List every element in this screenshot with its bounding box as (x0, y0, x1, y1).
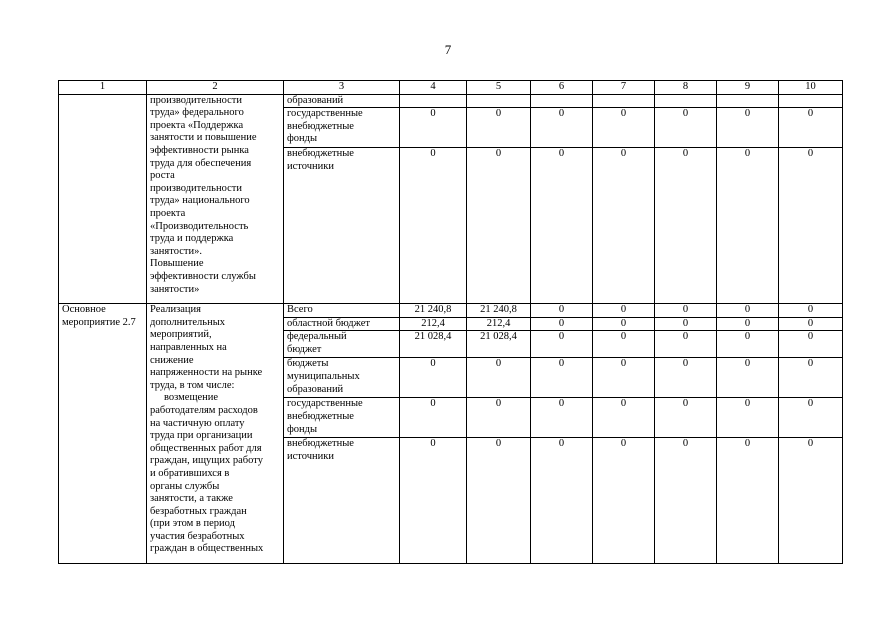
value-cell-col-9: 0 (717, 438, 779, 564)
value-cell-col-6: 0 (531, 148, 593, 304)
header-cell-7: 7 (593, 81, 655, 95)
description-cell-line: органы службы (150, 480, 220, 492)
value-cell-col-4: 212,4 (400, 317, 467, 331)
value-cell-col-7: 0 (593, 317, 655, 331)
funding-source-cell-line: фонды (287, 133, 318, 145)
header-cell-2: 2 (147, 81, 284, 95)
value-cell-col-9: 0 (717, 108, 779, 148)
description-cell-line: занятости и повышение (150, 132, 257, 144)
header-row (59, 81, 843, 95)
value-cell-col-4: 0 (400, 358, 467, 398)
value-cell-col-5: 21 028,4 (467, 331, 531, 358)
value-cell-col-10: 0 (779, 438, 843, 564)
description-cell-line: труда для обеспечения (150, 157, 252, 169)
value-cell-col-9: 0 (717, 358, 779, 398)
funding-source-cell (284, 358, 400, 398)
funding-source-cell-line: фонды (287, 423, 318, 435)
funding-source-cell-line: областной бюджет (287, 317, 370, 329)
description-cell (147, 94, 284, 304)
description-cell-line: роста (150, 170, 175, 182)
value-cell-col-6 (531, 94, 593, 108)
value-cell-col-4: 0 (400, 438, 467, 564)
funding-source-cell-line: муниципальных (287, 370, 360, 382)
header-cell-10: 10 (779, 81, 843, 95)
description-cell-line: проекта «Поддержка (150, 119, 244, 131)
value-cell-col-9: 0 (717, 331, 779, 358)
description-cell-line: труда» национального (150, 195, 250, 207)
value-cell-col-9 (717, 94, 779, 108)
funding-source-cell-line: внебюджетные (287, 148, 354, 160)
description-cell-line: производительности (150, 94, 242, 106)
value-cell-col-7: 0 (593, 304, 655, 318)
description-cell-line: и обратившихся в (150, 467, 230, 479)
value-cell-col-4: 0 (400, 148, 467, 304)
funding-source-cell-line: государственные (287, 108, 363, 120)
funding-source-cell-line: бюджеты (287, 358, 329, 370)
value-cell-col-7: 0 (593, 148, 655, 304)
funding-source-cell-line: источники (287, 160, 334, 172)
value-cell-col-5 (467, 94, 531, 108)
value-cell-col-6: 0 (531, 331, 593, 358)
description-cell-line: производительности (150, 182, 242, 194)
funding-source-cell-line: образований (287, 383, 344, 395)
value-cell-col-5: 0 (467, 358, 531, 398)
description-cell-line: дополнительных (150, 316, 226, 328)
value-cell-col-7: 0 (593, 398, 655, 438)
funding-source-cell-line: внебюджетные (287, 410, 354, 422)
value-cell-col-7: 0 (593, 358, 655, 398)
funding-source-cell (284, 398, 400, 438)
description-cell-line: труда и поддержка (150, 233, 234, 245)
value-cell-col-10 (779, 94, 843, 108)
value-cell-col-6: 0 (531, 438, 593, 564)
value-cell-col-6: 0 (531, 398, 593, 438)
event-cell (59, 304, 147, 564)
funding-source-cell (284, 304, 400, 318)
description-cell-line: «Производительность (150, 220, 249, 232)
description-cell-line: мероприятий, (150, 329, 212, 341)
description-cell-line: на частичную оплату (150, 417, 245, 429)
budget-table (58, 80, 843, 564)
value-cell-col-10: 0 (779, 358, 843, 398)
description-cell-line: труда при организации (150, 430, 253, 442)
value-cell-col-8: 0 (655, 358, 717, 398)
value-cell-col-8: 0 (655, 331, 717, 358)
value-cell-col-8: 0 (655, 317, 717, 331)
value-cell-col-7: 0 (593, 438, 655, 564)
value-cell-col-10: 0 (779, 331, 843, 358)
header-cell-4: 4 (400, 81, 467, 95)
value-cell-col-5: 0 (467, 398, 531, 438)
description-cell-line: напряженности на рынке (150, 367, 263, 379)
header-cell-6: 6 (531, 81, 593, 95)
description-cell-line: общественных работ для (150, 442, 262, 454)
funding-source-cell-line: внебюджетные (287, 438, 354, 450)
value-cell-col-4: 0 (400, 398, 467, 438)
value-cell-col-8: 0 (655, 304, 717, 318)
description-cell-line: участия безработных (150, 530, 245, 542)
description-cell-line: занятости». (150, 245, 202, 257)
value-cell-col-4: 0 (400, 108, 467, 148)
value-cell-col-8: 0 (655, 148, 717, 304)
value-cell-col-10: 0 (779, 108, 843, 148)
value-cell-col-7: 0 (593, 108, 655, 148)
value-cell-col-8: 0 (655, 108, 717, 148)
value-cell-col-5: 21 240,8 (467, 304, 531, 318)
funding-source-cell-line: федеральный (287, 331, 347, 343)
value-cell-col-5: 0 (467, 438, 531, 564)
value-cell-col-10: 0 (779, 148, 843, 304)
funding-source-cell-line: образований (287, 94, 344, 106)
description-cell-line: граждан в общественных (150, 543, 264, 555)
description-cell-line: занятости» (150, 283, 200, 295)
header-cell-5: 5 (467, 81, 531, 95)
value-cell-col-10: 0 (779, 304, 843, 318)
funding-source-cell-line: государственные (287, 398, 363, 410)
value-cell-col-9: 0 (717, 304, 779, 318)
funding-source-cell-line: внебюджетные (287, 120, 354, 132)
funding-source-cell (284, 331, 400, 358)
description-cell-line: Повышение (150, 258, 204, 270)
description-cell-line: снижение (150, 354, 194, 366)
table-row (59, 304, 843, 318)
page-number: 7 (444, 42, 452, 57)
description-cell-line: (при этом в период (150, 518, 235, 530)
funding-source-cell (284, 317, 400, 331)
value-cell-col-5: 0 (467, 108, 531, 148)
header-cell-9: 9 (717, 81, 779, 95)
funding-source-cell-line: бюджет (287, 343, 322, 355)
funding-source-cell (284, 438, 400, 564)
value-cell-col-6: 0 (531, 304, 593, 318)
value-cell-col-9: 0 (717, 317, 779, 331)
value-cell-col-4: 21 240,8 (400, 304, 467, 318)
value-cell-col-7: 0 (593, 331, 655, 358)
value-cell-col-6: 0 (531, 108, 593, 148)
description-cell-line: граждан, ищущих работу (150, 455, 263, 467)
funding-source-cell-line: Всего (287, 304, 313, 316)
description-cell-line: труда» федерального (150, 107, 244, 119)
description-cell-line: эффективности рынка (150, 144, 249, 156)
value-cell-col-6: 0 (531, 317, 593, 331)
description-cell-line: направленных на (150, 341, 227, 353)
value-cell-col-5: 0 (467, 148, 531, 304)
funding-source-cell (284, 108, 400, 148)
value-cell-col-7 (593, 94, 655, 108)
funding-source-cell (284, 94, 400, 108)
funding-source-cell-line: источники (287, 450, 334, 462)
event-cell-line: мероприятие 2.7 (62, 316, 136, 328)
description-cell-line: Реализация (150, 304, 201, 316)
value-cell-col-6: 0 (531, 358, 593, 398)
event-cell (59, 94, 147, 304)
value-cell-col-8: 0 (655, 398, 717, 438)
description-cell-line: работодателям расходов (150, 404, 258, 416)
header-cell-3: 3 (284, 81, 400, 95)
budget-table-body (59, 81, 843, 564)
description-cell-line: эффективности службы (150, 270, 256, 282)
value-cell-col-10: 0 (779, 398, 843, 438)
table-row (59, 94, 843, 108)
header-cell-1: 1 (59, 81, 147, 95)
value-cell-col-9: 0 (717, 148, 779, 304)
value-cell-col-9: 0 (717, 398, 779, 438)
value-cell-col-8: 0 (655, 438, 717, 564)
description-cell (147, 304, 284, 564)
description-cell-line: проекта (150, 207, 186, 219)
description-cell-line: возмещение (164, 392, 219, 404)
description-cell-line: труда, в том числе: (150, 379, 235, 391)
description-cell-line: занятости, а также (150, 493, 233, 505)
value-cell-col-10: 0 (779, 317, 843, 331)
value-cell-col-5: 212,4 (467, 317, 531, 331)
funding-source-cell (284, 148, 400, 304)
header-cell-8: 8 (655, 81, 717, 95)
value-cell-col-4: 21 028,4 (400, 331, 467, 358)
description-cell-line: безработных граждан (150, 505, 247, 517)
value-cell-col-4 (400, 94, 467, 108)
event-cell-line: Основное (62, 304, 106, 316)
value-cell-col-8 (655, 94, 717, 108)
